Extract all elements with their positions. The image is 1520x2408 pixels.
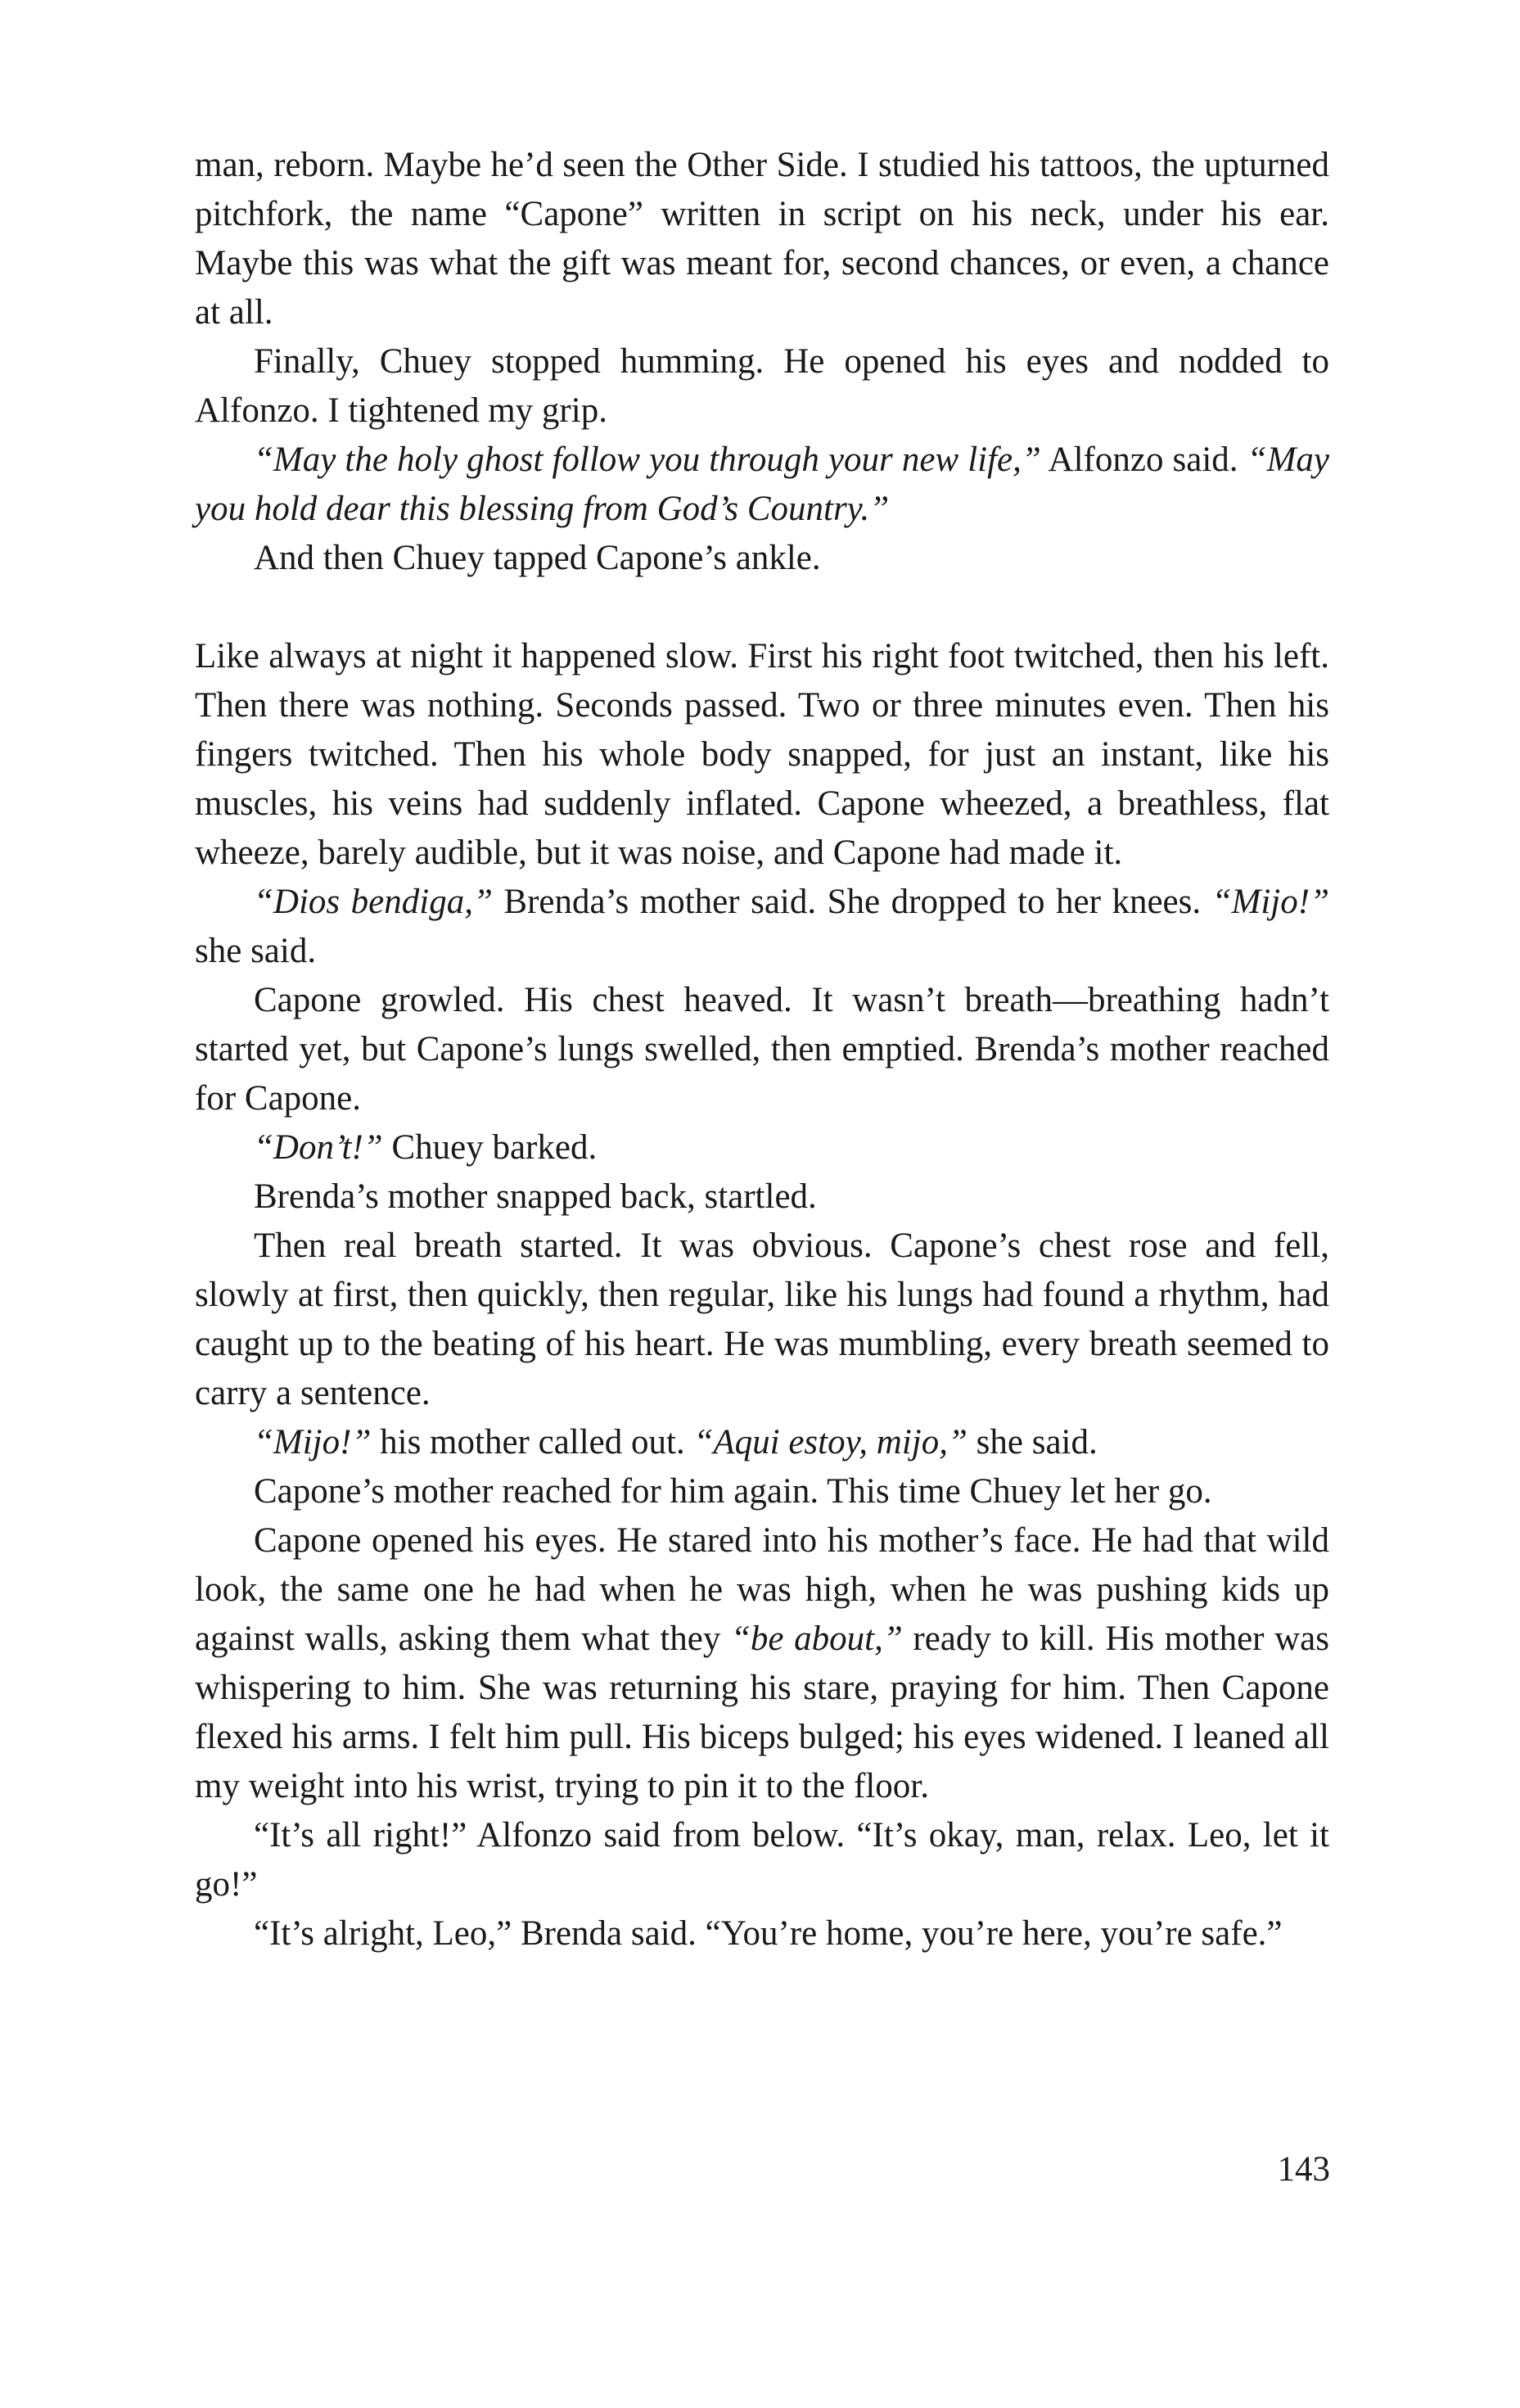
paragraph (195, 1418, 1329, 1467)
text-run: she said. (195, 932, 317, 970)
paragraph (195, 1222, 1329, 1418)
text-run: Capone opened his eyes. He stared into his mother’s face. He had that wild look, the same one he had when he was high, when he was pushing kids up against walls, asking them what they (195, 1521, 1329, 1658)
text-run: Brenda’s mother said. She dropped to her knees. (492, 883, 1212, 921)
text-run: Chuey barked. (382, 1128, 598, 1167)
italic-text: “Don’t!” (254, 1128, 383, 1167)
paragraph (195, 436, 1329, 534)
paragraph (195, 878, 1329, 976)
paragraph (195, 337, 1329, 436)
paragraph (195, 632, 1329, 878)
paragraph (195, 141, 1329, 337)
body-text (195, 141, 1329, 1958)
italic-text: “Dios bendiga,” (254, 883, 493, 921)
italic-text: “be about,” (731, 1620, 903, 1658)
text-run: Then real breath started. It was obvious. Capone’s chest rose and fell, slowly at first, then quickly, then regular, like his lungs had found a rhythm, had caught up to the beating of his heart. He was mumbling, every breath seemed to carry a sentence. (195, 1227, 1329, 1412)
paragraph (195, 1516, 1329, 1811)
text-run: his mother called out. (371, 1423, 694, 1462)
text-run: And then Chuey tapped Capone’s ankle. (254, 539, 821, 577)
italic-text: “Mijo!” (254, 1423, 372, 1462)
paragraph (195, 1123, 1329, 1172)
text-run: man, reborn. Maybe he’d seen the Other Side. I studied his tattoos, the upturned pitchfork, the name “Capone” written in script on his neck, under his ear. Maybe this was what the gift was meant for, second chances, or even, a chance at all. (195, 146, 1329, 332)
text-run: ready to kill. His mother was whispering to him. She was returning his stare, praying for him. Then Capone flexed his arms. I felt him pull. His biceps bulged; his eyes widened. I leaned all my weight into his wrist, trying to pin it to the floor. (195, 1620, 1329, 1805)
italic-text: “May you hold dear this blessing from God’s Country.” (195, 440, 1329, 528)
text-run: Like always at night it happened slow. First his right foot twitched, then his left. Then there was nothing. Seconds passed. Two or three minutes even. Then his fingers twitched. Then his whole body snapped, for just an instant, like his muscles, his veins had suddenly inflated. Capone wheezed, a breathless, flat wheeze, barely audible, but it was noise, and Capone had made it. (195, 637, 1329, 872)
paragraph (195, 534, 1329, 583)
text-run: she said. (967, 1423, 1098, 1462)
paragraph (195, 1467, 1329, 1516)
text-run: Brenda’s mother snapped back, startled. (254, 1177, 817, 1216)
text-run: Alfonzo said. (1040, 440, 1247, 479)
text-run: “It’s alright, Leo,” Brenda said. “You’re home, you’re here, you’re safe.” (254, 1914, 1283, 1953)
text-run: Capone growled. His chest heaved. It wasn’t breath—breathing hadn’t started yet, but Capone’s lungs swelled, then emptied. Brenda’s mother reached for Capone. (195, 981, 1329, 1118)
page-number: 143 (1277, 2150, 1330, 2189)
italic-text: “Aqui estoy, mijo,” (693, 1423, 967, 1462)
italic-text: “May the holy ghost follow you through your new life,” (254, 440, 1041, 479)
text-run: Finally, Chuey stopped humming. He opened his eyes and nodded to Alfonzo. I tightened my grip. (195, 342, 1329, 430)
text-run: “It’s all right!” Alfonzo said from below. “It’s okay, man, relax. Leo, let it go!” (195, 1816, 1329, 1904)
paragraph (195, 1811, 1329, 1909)
text-run: Capone’s mother reached for him again. This time Chuey let her go. (254, 1472, 1212, 1511)
paragraph (195, 976, 1329, 1123)
italic-text: “Mijo!” (1211, 883, 1329, 921)
paragraph (195, 1909, 1329, 1958)
paragraph (195, 1172, 1329, 1222)
